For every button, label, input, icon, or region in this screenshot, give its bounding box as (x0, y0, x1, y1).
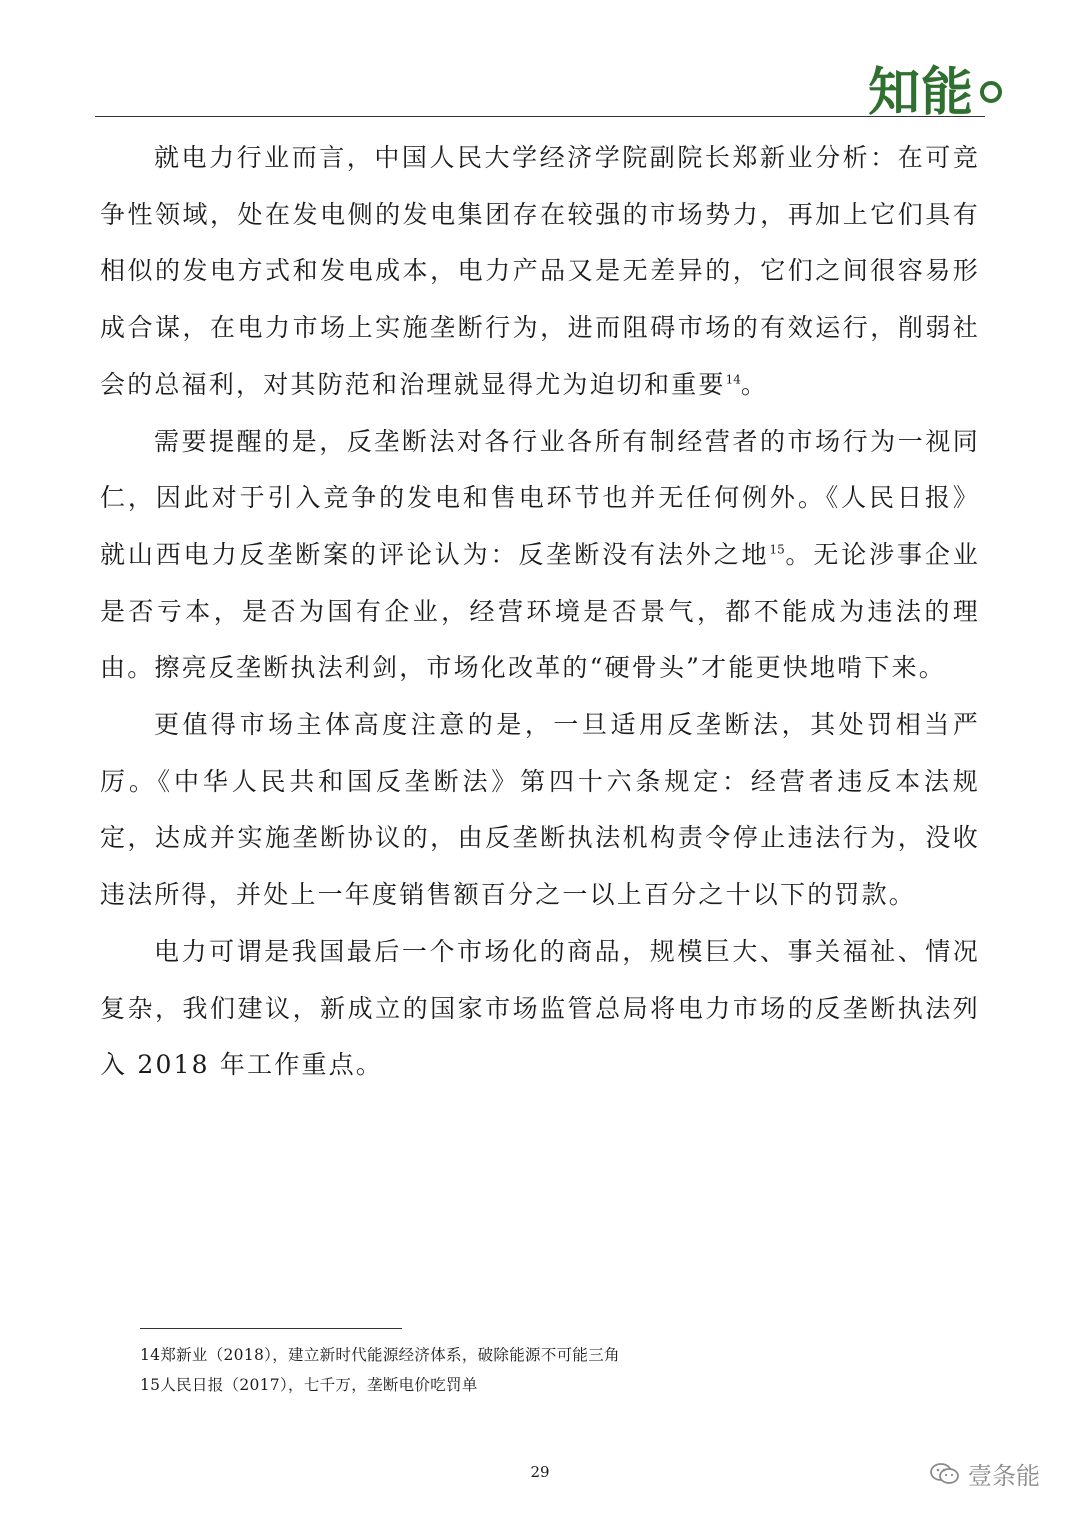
page-number: 29 (530, 1463, 550, 1481)
footnote-15: 15人民日报（2017），七千万，垄断电价吃罚单 (140, 1376, 478, 1394)
paragraph-2-text: 需要提醒的是，反垄断法对各行业各所有制经营者的市场行为一视同仁，因此对于引入竞争的发电和售电环节也并无任何例外。《人民日报》就山西电力反垄断案的评论认为：反垄断没有法外之地 (100, 426, 980, 569)
footnotes (140, 1340, 840, 1400)
header-rule (95, 116, 985, 117)
zhineng-logo (868, 56, 1002, 123)
paragraph-2 (100, 414, 980, 698)
footnote-ref-15: 15 (769, 542, 785, 557)
watermark-text: 壹条能 (968, 1462, 1040, 1490)
paragraph-3-text: 更值得市场主体高度注意的是，一旦适用反垄断法，其处罚相当严厉。《中华人民共和国反垄断法》第四十六条规定：经营者违反本法规定，达成并实施垄断协议的，由反垄断执法机构责令停止违法行为，没收违法所得，并处上一年度销售额百分之一以上百分之十以下的罚款。 (100, 710, 980, 910)
paragraph-1 (100, 130, 980, 414)
footnote-rule (140, 1328, 402, 1329)
body-text (100, 130, 980, 1094)
footnote-14: 14郑新业（2018），建立新时代能源经济体系，破除能源不可能三角 (140, 1346, 620, 1364)
logo-dot-icon (980, 81, 1002, 103)
paragraph-1-tail: 。 (740, 369, 769, 399)
logo-text: 知能 (868, 62, 975, 123)
paragraph-2-tail: 。无论涉事企业是否亏本，是否为国有企业，经营环境是否景气，都不能成为违法的理由。擦亮反垄断执法利剑，市场化改革的“硬骨头”才能更快地啃下来。 (100, 539, 980, 683)
wechat-watermark (930, 1456, 1040, 1491)
wechat-icon (930, 1462, 960, 1486)
paragraph-1-text: 就电力行业而言，中国人民大学经济学院副院长郑新业分析：在可竞争性领域，处在发电侧的发电集团存在较强的市场势力，再加上它们具有相似的发电方式和发电成本，电力产品又是无差异的，它们之间很容易形成合谋，在电力市场上实施垄断行为，进而阻碍市场的有效运行，削弱社会的总福利，对其防范和治理就显得尤为迫切和重要 (100, 143, 980, 399)
footnote-ref-14: 14 (725, 372, 741, 387)
paragraph-3 (100, 697, 980, 924)
paragraph-4-text: 电力可谓是我国最后一个市场化的商品，规模巨大、事关福祉、情况复杂，我们建议，新成立的国家市场监管总局将电力市场的反垄断执法列入 2018 年工作重点。 (100, 936, 980, 1080)
paragraph-4 (100, 924, 980, 1094)
